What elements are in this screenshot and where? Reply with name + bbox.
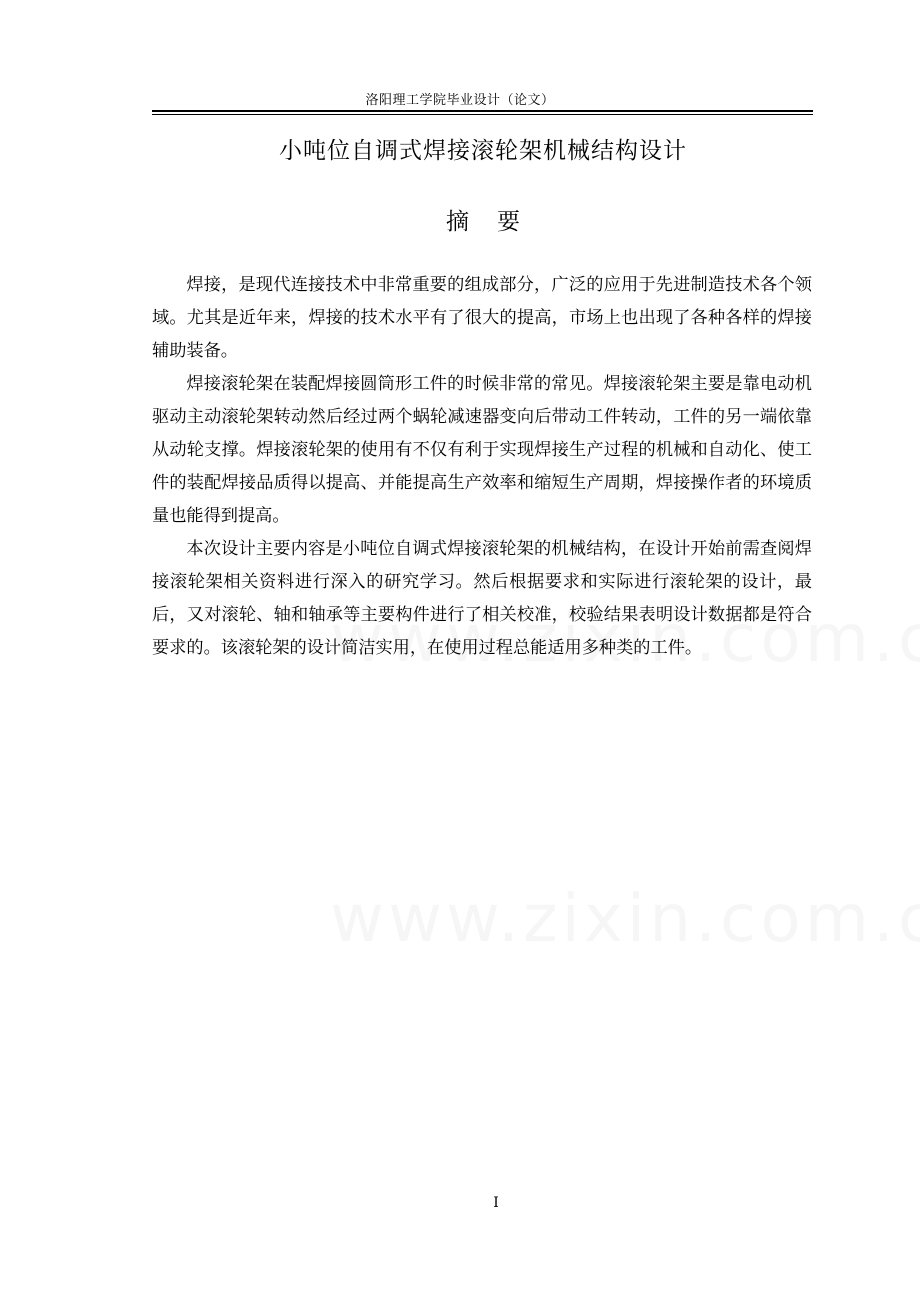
abstract-paragraph-2: 焊接滚轮架在装配焊接圆筒形工件的时候非常的常见。焊接滚轮架主要是靠电动机驱动主动滚轮架转动然后经过两个蜗轮减速器变向后带动工件转动，工件的另一端依靠从动轮支撑。焊接滚轮架的使用有不仅有利于实现焊接生产过程的机械和自动化、使工件的装配焊接品质得以提高、并能提高生产效率和缩短生产周期，焊接操作者的环境质量也能得到提高。 [152,374,812,526]
page-number: I [493,1195,499,1211]
document-title: 小吨位自调式焊接滚轮架机械结构设计 [279,138,687,164]
abstract-paragraph-3: 本次设计主要内容是小吨位自调式焊接滚轮架的机械结构，在设计开始前需查阅焊接滚轮架相关资料进行深入的研究学习。然后根据要求和实际进行滚轮架的设计，最后，又对滚轮、轴和轴承等主要构件进行了相关校准，校验结果表明设计数据都是符合要求的。该滚轮架的设计简洁实用，在使用过程总能适用多种类的工件。 [152,539,812,658]
header-rule-thin [152,114,813,115]
running-header: 洛阳理工学院毕业设计（论文） [365,93,555,108]
watermark-lower [330,880,920,957]
abstract-heading [0,203,920,236]
abstract-body [152,269,812,665]
abstract-heading-char-2: 要 [497,209,520,235]
abstract-heading-char-1: 摘 [446,209,469,235]
abstract-paragraph-1: 焊接，是现代连接技术中非常重要的组成部分，广泛的应用于先进制造技术各个领域。尤其是近年来，焊接的技术水平有了很大的提高，市场上也出现了各种各样的焊接辅助装备。 [152,275,812,361]
header-rule-thick [152,110,813,112]
